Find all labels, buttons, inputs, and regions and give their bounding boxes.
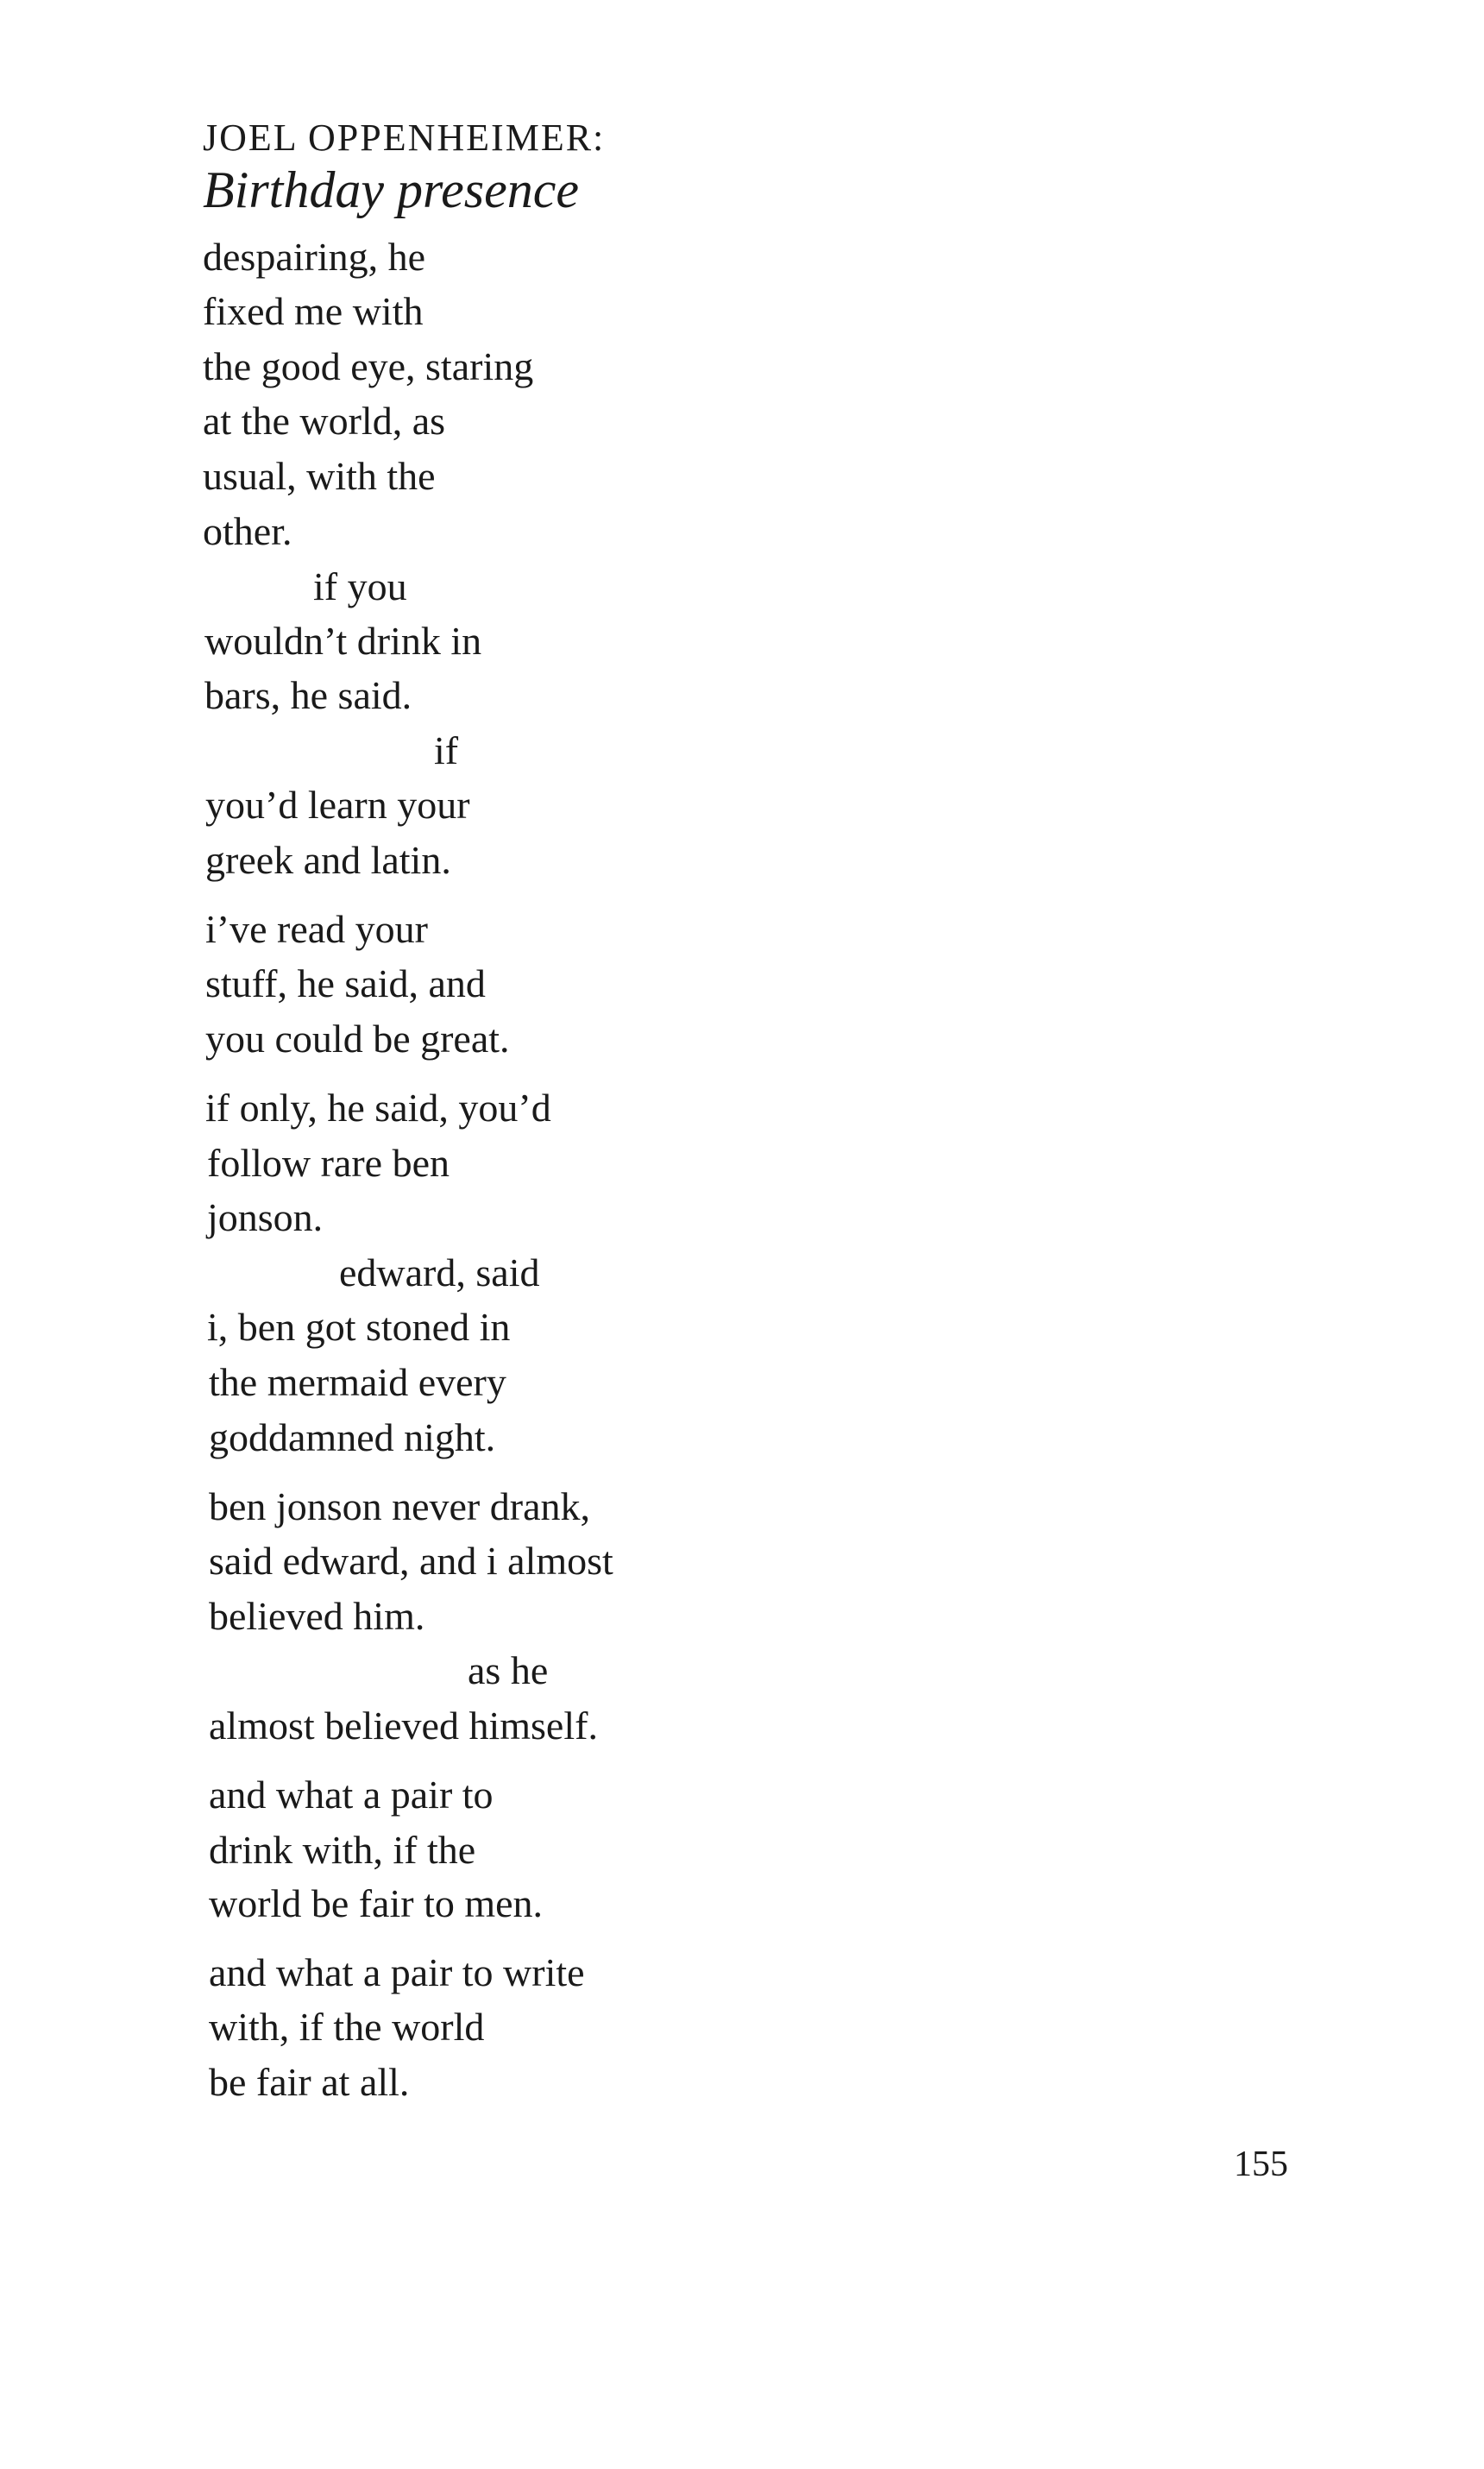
poem-line: edward, said: [339, 1250, 540, 1294]
poem-line: world be fair to men.: [209, 1881, 544, 1925]
poem-line: if only, he said, you’d: [205, 1086, 551, 1130]
poem-author: JOEL OPPENHEIMER:: [203, 117, 606, 159]
poem-line: ben jonson never drank,: [209, 1484, 590, 1528]
poem-line: and what a pair to write: [209, 1950, 585, 1994]
poem-line: greek and latin.: [205, 838, 451, 882]
poem-line: follow rare ben: [207, 1141, 450, 1185]
poem-line: as he: [468, 1648, 549, 1692]
poem-line: fixed me with: [203, 289, 424, 333]
poem-line: i, ben got stoned in: [207, 1305, 511, 1349]
poem-line: usual, with the: [203, 454, 436, 498]
poem-line: bars, he said.: [204, 673, 412, 717]
poem-line: stuff, he said, and: [205, 961, 486, 1005]
poem-line: the mermaid every: [209, 1360, 506, 1404]
poem-line: you’d learn your: [205, 783, 470, 827]
poem-line: believed him.: [209, 1594, 425, 1638]
poem-line: if: [434, 728, 459, 772]
poem-line: at the world, as: [203, 399, 446, 443]
poem-line: despairing, he: [203, 235, 426, 279]
poem-line: other.: [203, 509, 292, 553]
poem-line: said edward, and i almost: [209, 1539, 613, 1583]
poem-line: wouldn’t drink in: [204, 619, 482, 663]
poem-line: with, if the world: [209, 2005, 485, 2049]
poem-line: and what a pair to: [209, 1773, 494, 1817]
poem-line: almost believed himself.: [209, 1704, 598, 1748]
poem-line: be fair at all.: [209, 2060, 410, 2104]
poem-line: if you: [313, 564, 407, 608]
poem-line: the good eye, staring: [203, 344, 534, 388]
page-number: 155: [1234, 2145, 1288, 2184]
poem-line: i’ve read your: [205, 907, 428, 951]
poem-line: goddamned night.: [209, 1415, 496, 1459]
poem-title: Birthday presence: [203, 161, 579, 218]
poem-line: jonson.: [207, 1195, 324, 1239]
poem-line: drink with, if the: [209, 1828, 476, 1872]
poem-line: you could be great.: [205, 1017, 510, 1061]
